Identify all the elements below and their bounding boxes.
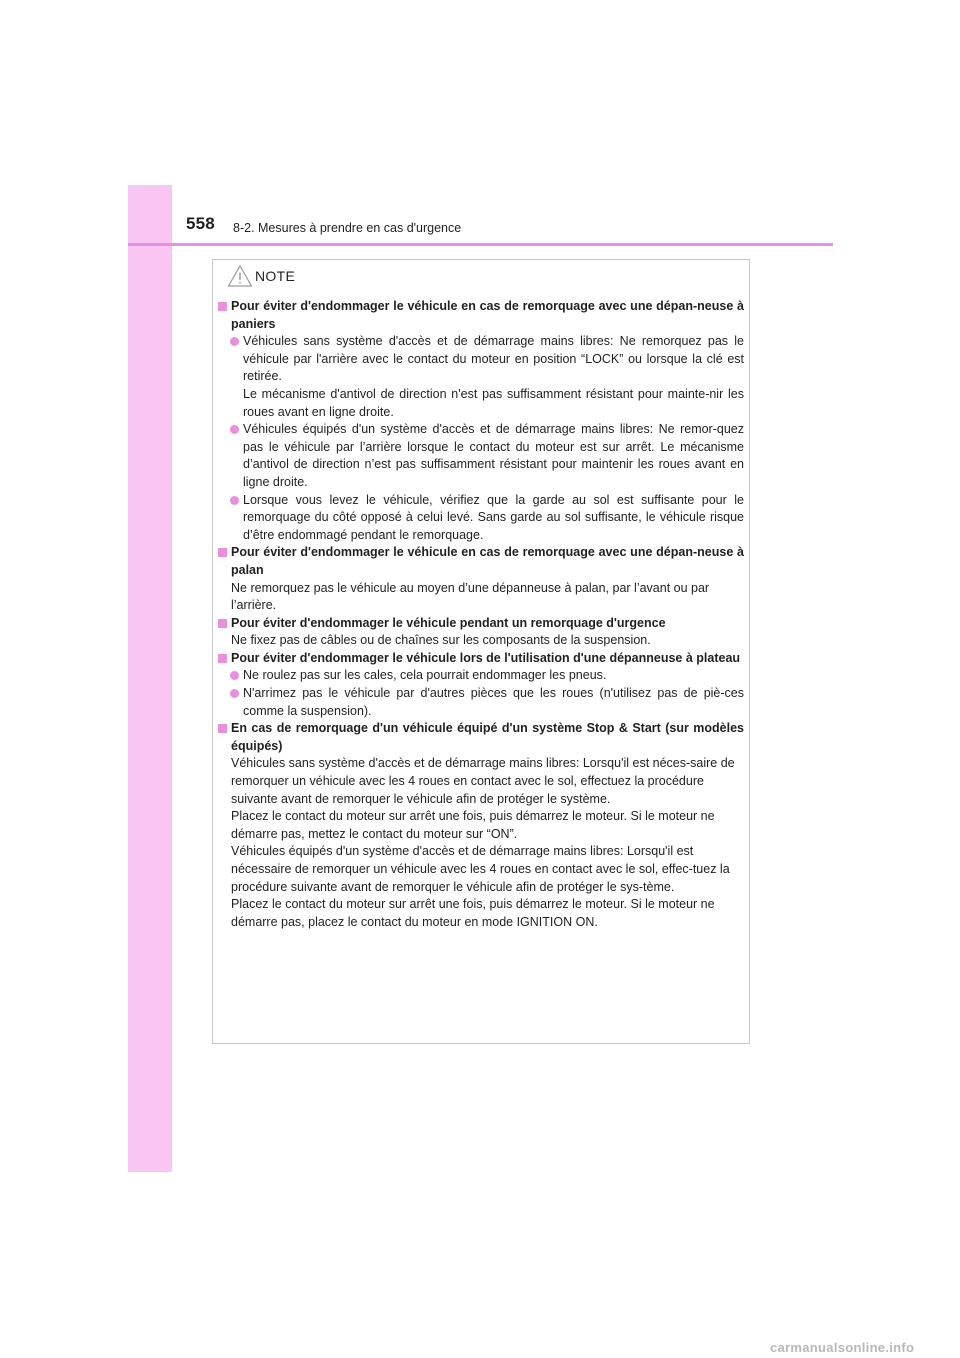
note-paragraph-text: Véhicules sans système d'accès et de démarrage mains libres: Lorsqu'il est néces-saire de remorquer un véhicule avec les 4 roues en contact avec le sol, effectuez la procédure suivante avant de remorquer le véhicule afin de protéger le système. [231, 756, 735, 806]
square-bullet-icon [218, 654, 227, 663]
circle-bullet-icon [230, 671, 239, 680]
square-bullet-icon [218, 548, 227, 557]
note-heading-text: En cas de remorquage d'un véhicule équipé d'un système Stop & Start (sur modèles équipés) [231, 721, 744, 753]
list-item-text: N'arrimez pas le véhicule par d'autres pièces que les roues (n'utilisez pas de piè-ces comme la suspension). [243, 686, 744, 718]
list-item-text: Véhicules équipés d'un système d'accès et de démarrage mains libres: Ne remor-quez pas le véhicule par l’arrière lorsque le contact du moteur est sur arrêt. Le mécanisme d’antivol de direction n’est pas suffisamment résistant pour maintenir les roues avant en ligne droite. [243, 422, 744, 489]
note-heading-text: Pour éviter d'endommager le véhicule en cas de remorquage avec une dépan-neuse à paniers [231, 299, 744, 331]
note-box [212, 259, 750, 1044]
page-number: 558 [186, 214, 215, 233]
list-item-text: Ne roulez pas sur les cales, cela pourrait endommager les pneus. [243, 668, 607, 683]
note-heading-text: Pour éviter d'endommager le véhicule lors de l'utilisation d'une dépanneuse à plateau [231, 650, 741, 665]
note-heading [218, 298, 744, 333]
note-heading [218, 544, 744, 579]
note-paragraph-text: Véhicules équipés d'un système d'accès et de démarrage mains libres: Lorsqu'il est nécessaire de remorquer un véhicule avec les 4 roues en contact avec le sol, effec-tuez la procédure suivante avant de remorquer le véhicule afin de protéger le sys-tème. [231, 844, 730, 894]
circle-bullet-icon [230, 425, 239, 434]
square-bullet-icon [218, 302, 227, 311]
note-heading [218, 720, 744, 755]
circle-bullet-icon [230, 337, 239, 346]
list-item [218, 667, 744, 685]
list-item-text: Véhicules sans système d'accès et de démarrage mains libres: Ne remorquez pas le véhicule par l'arrière avec le contact du moteur en position “LOCK” ou lorsque la clé est retirée. [243, 334, 744, 384]
note-paragraph: Ne remorquez pas le véhicule au moyen d’une dépanneuse à palan, par l’avant ou par l’arrière. [231, 580, 710, 613]
list-item [218, 685, 744, 720]
site-watermark: carmanualsonline.info [770, 1340, 915, 1355]
note-heading [218, 615, 744, 633]
note-paragraph-text: Placez le contact du moteur sur arrêt une fois, puis démarrez le moteur. Si le moteur ne démarre pas, placez le contact du moteur en mode IGNITION ON. [231, 897, 715, 929]
circle-bullet-icon [230, 689, 239, 698]
section-title: 8-2. Mesures à prendre en cas d'urgence [233, 221, 462, 235]
list-item [218, 492, 744, 545]
note-paragraph [218, 755, 744, 843]
note-paragraph [218, 843, 744, 931]
list-item-text: Lorsque vous levez le véhicule, vérifiez que la garde au sol est suffisante pour le remorquage du côté opposé à celui levé. Sans garde au sol suffisante, le véhicule risque d’être endommagé pendant le remorquage. [243, 492, 744, 542]
note-heading [218, 650, 744, 668]
header-rule [128, 243, 833, 246]
square-bullet-icon [218, 724, 227, 733]
note-heading-text: Pour éviter d'endommager le véhicule en cas de remorquage avec une dépan-neuse à palan [231, 545, 744, 577]
note-heading-text: Pour éviter d'endommager le véhicule pendant un remorquage d'urgence [231, 615, 666, 630]
note-label: NOTE [255, 268, 296, 284]
circle-bullet-icon [230, 496, 239, 505]
note-body [218, 298, 744, 931]
note-paragraph-text: Placez le contact du moteur sur arrêt une fois, puis démarrez le moteur. Si le moteur ne démarre pas, mettez le contact du moteur sur “ON”. [231, 809, 715, 841]
note-header [227, 264, 295, 288]
warning-triangle-icon [227, 264, 253, 288]
chapter-side-tab [128, 185, 172, 1172]
square-bullet-icon [218, 619, 227, 628]
list-item [218, 333, 744, 421]
list-item-continuation: Le mécanisme d'antivol de direction n'est pas suffisamment résistant pour mainte-nir les roues avant en ligne droite. [243, 386, 744, 419]
list-item [218, 421, 744, 491]
note-paragraph: Ne fixez pas de câbles ou de chaînes sur les composants de la suspension. [231, 633, 651, 648]
